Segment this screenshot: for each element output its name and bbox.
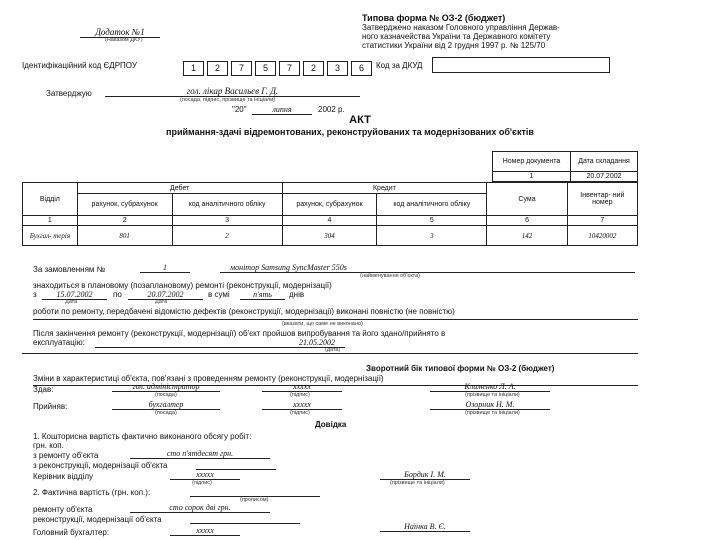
- doc-number-value: 1: [493, 172, 571, 182]
- accepted-signature: ххххх: [262, 400, 342, 410]
- debit-analytic: код аналітичного обліку: [172, 194, 282, 216]
- edrpou-digit: 7: [279, 61, 300, 76]
- handed-position: гол. адміністратор: [112, 382, 220, 392]
- cap-name: (прізвище та ініціали): [465, 392, 520, 398]
- handed-name: Клименко Л. А.: [430, 382, 550, 392]
- row-cell: 801: [77, 226, 172, 246]
- form-type-title: Типова форма № ОЗ-2 (бюджет): [362, 13, 506, 23]
- doc-date-value: 20.07.2002: [571, 172, 638, 182]
- order-to-label: по: [113, 290, 122, 299]
- col-num: 6: [487, 216, 567, 226]
- accepted-name: Озорник Н. М.: [430, 400, 550, 410]
- debit-header: Дебет: [77, 183, 282, 194]
- approve-caption: (посада, підпис, прізвище та ініціали): [180, 97, 276, 103]
- chief-name: Наїнка В. Є.: [380, 522, 470, 532]
- edrpou-digit: 2: [303, 61, 324, 76]
- reverse-title: Зворотний бік типової форми № ОЗ-2 (бюджет): [366, 364, 555, 373]
- row-cell: 10420002: [567, 226, 637, 246]
- chief-signature: ххххх: [170, 526, 240, 536]
- row-cell: 304: [282, 226, 377, 246]
- col-inventory: Інвентар- ний номер: [567, 183, 637, 216]
- approve-label: Затверджую: [46, 89, 92, 98]
- order-label: За замовленням №: [33, 265, 106, 274]
- after-line1: Після закінчення ремонту (реконструкції, модернізації) об'єкт пройшов випробування та його здано/прийнято в: [33, 329, 446, 338]
- reference-item2: 2. Фактична вартість (грн. коп.):: [33, 488, 151, 497]
- recon-label: з реконструкції, модернізації об'єкта: [33, 461, 168, 470]
- recon2-label: реконструкції, модернізації об'єкта: [33, 515, 162, 524]
- accepted-position: бухгалтер: [112, 400, 220, 410]
- repair2-value: сто сорок дві грн.: [130, 503, 270, 513]
- appendix-note: (Наказом ДКУ): [105, 37, 143, 43]
- dkud-label: Код за ДКУД: [376, 61, 423, 70]
- repair2-label: ремонту об'єкта: [33, 505, 93, 514]
- edrpou-digit: 6: [351, 61, 372, 76]
- reference-item1b: грн. коп.: [33, 441, 64, 450]
- credit-analytic: код аналітичного обліку: [377, 194, 487, 216]
- doc-number-header: Номер документа: [493, 152, 571, 172]
- doc-date-header: Дата складання: [571, 152, 638, 172]
- after-date: 21.05.2002: [95, 338, 345, 348]
- cap-name: (прізвище та ініціали): [390, 480, 445, 486]
- row-cell: 2: [172, 226, 282, 246]
- section-divider: [22, 353, 638, 354]
- edrpou-digit: 7: [231, 61, 252, 76]
- handed-signature: ххххх: [262, 382, 342, 392]
- order-days-suffix: днів: [289, 290, 305, 299]
- page-subtitle: приймання-здачі відремонтованих, реконструйованих та модернізованих об'єктів: [166, 127, 534, 137]
- cap-signature: (підпис): [290, 392, 310, 398]
- col-num: 7: [567, 216, 637, 226]
- col-num: 1: [23, 216, 78, 226]
- cap-position: (посада): [155, 410, 177, 416]
- head-label: Керівник відділу: [33, 472, 94, 481]
- order-object-caption: (найменування об'єкта): [360, 273, 421, 279]
- debit-account: рахунок, субрахунок: [77, 194, 172, 216]
- works-underline: [33, 319, 638, 320]
- repair-value: сто п'ятдесят грн.: [130, 449, 270, 459]
- cap-name: (прізвище та ініціали): [465, 410, 520, 416]
- reference-item1: 1. Кошторисна вартість фактично виконаного обсягу робіт:: [33, 432, 252, 441]
- reference-title: Довідка: [315, 420, 347, 429]
- cap-signature: (підпис): [290, 410, 310, 416]
- order-days-value: п'ять: [240, 290, 285, 300]
- order-days-label: в сумі: [208, 290, 230, 299]
- form-header-line3: статистики України від 2 грудня 1997 р. № 125/70: [362, 41, 546, 50]
- form-header-line1: Затверджено наказом Головного управління Держав-: [362, 23, 560, 32]
- col-dept: Відділ: [23, 183, 78, 216]
- order-object: монітор Samsung SyncMaster 550s: [220, 263, 635, 273]
- order-from-label: з: [33, 290, 37, 299]
- order-from-date: 15.07.2002: [42, 290, 107, 300]
- credit-header: Кредит: [282, 183, 487, 194]
- edrpou-digit: 2: [207, 61, 228, 76]
- col-num: 2: [77, 216, 172, 226]
- caption-date: Дата: [65, 299, 78, 305]
- cap-signature: (підпис): [192, 480, 212, 486]
- dkud-code-box: [432, 57, 610, 73]
- works-line: роботи по ремонту, передбачені відомістю дефектів (реконструкції, модернізації) виконані повністю (не повністю): [33, 307, 455, 316]
- after-line2: експлуатацію:: [33, 338, 85, 347]
- order-to-date: 20.07.2002: [128, 290, 203, 300]
- row-cell: Бухгал- терія: [23, 226, 78, 246]
- row-cell: 3: [377, 226, 487, 246]
- col-num: 4: [282, 216, 377, 226]
- page-title: АКТ: [349, 114, 371, 126]
- head-signature: ххххх: [170, 470, 240, 480]
- order-line2: знаходиться в плановому (позаплановому) ремонті (реконструкції, модернізації): [33, 281, 332, 290]
- col-sum: Сума: [487, 183, 567, 216]
- approve-year: 2002 р.: [318, 105, 345, 114]
- accounting-table: [22, 182, 638, 246]
- credit-account: рахунок, субрахунок: [282, 194, 377, 216]
- edrpou-digit: 1: [183, 61, 204, 76]
- doc-info-table: [492, 151, 638, 182]
- chief-label: Головний бухгалтер:: [33, 528, 110, 537]
- after-date-caption: (дата): [325, 347, 341, 353]
- recon2-underline: [190, 523, 300, 524]
- order-number: 1: [140, 263, 190, 273]
- reverse-changes: Зміни в характеристиці об'єкта, пов'язані з проведенням ремонту (реконструкції, модернізації): [33, 374, 384, 383]
- col-num: 3: [172, 216, 282, 226]
- item2-caption: (прописом): [240, 497, 269, 503]
- cap-position: (посада): [155, 392, 177, 398]
- row-cell: 142: [487, 226, 567, 246]
- approve-value: гол. лікар Васильєв Г. Д.: [105, 86, 360, 97]
- edrpou-digit: 3: [327, 61, 348, 76]
- approve-month: липня: [252, 105, 312, 115]
- accepted-label: Прийняв:: [33, 402, 68, 411]
- handed-label: Здав:: [33, 385, 54, 394]
- edrpou-code-boxes: [183, 58, 375, 76]
- repair-label: з ремонту об'єкта: [33, 451, 99, 460]
- approve-day: "20": [232, 105, 247, 114]
- col-num: 5: [377, 216, 487, 226]
- works-caption: (вказати, що саме не виконано): [282, 321, 363, 327]
- caption-date: Дата: [155, 299, 168, 305]
- appendix-label: Додаток №1: [80, 27, 160, 38]
- edrpou-label: Ідентифікаційний код ЄДРПОУ: [22, 61, 137, 70]
- head-name: Бордик І. М.: [380, 470, 470, 480]
- edrpou-digit: 5: [255, 61, 276, 76]
- form-header-line2: ного казначейства України та Державного комітету: [362, 32, 551, 41]
